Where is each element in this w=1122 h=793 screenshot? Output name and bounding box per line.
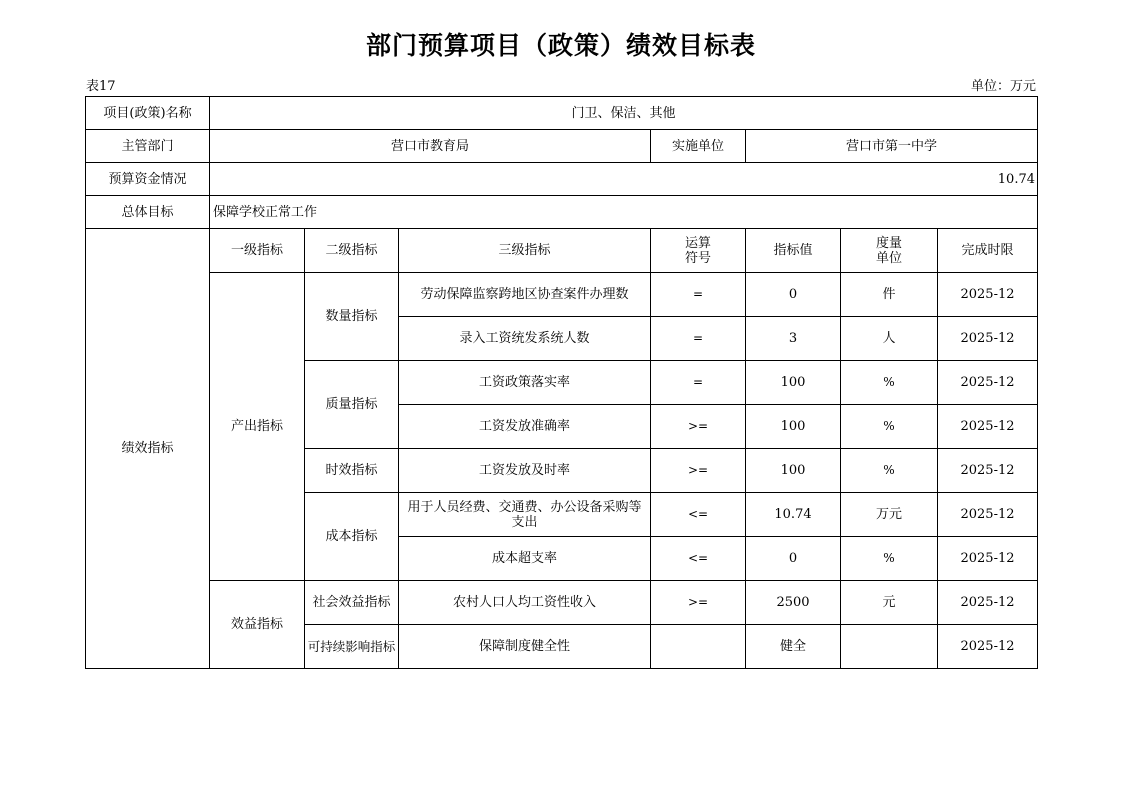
header-op-line1: 运算 xyxy=(684,235,711,251)
l3-cell: 工资发放准确率 xyxy=(399,405,651,449)
table-row xyxy=(86,581,1038,625)
header-op xyxy=(651,229,746,273)
op-cell: = xyxy=(651,273,746,317)
l3-cell: 劳动保障监察跨地区协查案件办理数 xyxy=(399,273,651,317)
op-cell: >= xyxy=(651,449,746,493)
impl-value: 营口市第一中学 xyxy=(746,130,1038,163)
op-cell: <= xyxy=(651,493,746,537)
unit-cell: 人 xyxy=(841,317,938,361)
budget-label: 预算资金情况 xyxy=(86,163,210,196)
unit-cell: 元 xyxy=(841,581,938,625)
deadline-cell: 2025-12 xyxy=(938,361,1038,405)
group-social: 社会效益指标 xyxy=(305,581,399,625)
l3-cell: 成本超支率 xyxy=(399,537,651,581)
deadline-cell: 2025-12 xyxy=(938,405,1038,449)
l3-cell: 录入工资统发系统人数 xyxy=(399,317,651,361)
op-cell: <= xyxy=(651,537,746,581)
deadline-cell: 2025-12 xyxy=(938,317,1038,361)
value-cell: 100 xyxy=(746,405,841,449)
l3-cell: 工资发放及时率 xyxy=(399,449,651,493)
deadline-cell: 2025-12 xyxy=(938,537,1038,581)
dept-value: 营口市教育局 xyxy=(210,130,651,163)
unit-cell: % xyxy=(841,405,938,449)
l3-line1: 用于人员经费、交通费、办公设备采购等 xyxy=(407,499,642,515)
group-timeliness: 时效指标 xyxy=(305,449,399,493)
header-deadline: 完成时限 xyxy=(938,229,1038,273)
group-sustain: 可持续影响指标 xyxy=(305,625,399,669)
goal-value: 保障学校正常工作 xyxy=(210,196,1038,229)
unit-cell: % xyxy=(841,361,938,405)
op-cell: >= xyxy=(651,581,746,625)
value-cell: 10.74 xyxy=(746,493,841,537)
project-name-value: 门卫、保洁、其他 xyxy=(210,97,1038,130)
deadline-cell: 2025-12 xyxy=(938,625,1038,669)
deadline-cell: 2025-12 xyxy=(938,581,1038,625)
l3-cell: 农村人口人均工资性收入 xyxy=(399,581,651,625)
header-row xyxy=(86,229,1038,273)
performance-table xyxy=(85,96,1038,669)
project-name-row xyxy=(86,97,1038,130)
header-op-line2: 符号 xyxy=(684,250,711,266)
table-row xyxy=(86,273,1038,317)
unit-cell: 件 xyxy=(841,273,938,317)
goal-row xyxy=(86,196,1038,229)
goal-label: 总体目标 xyxy=(86,196,210,229)
unit-cell: % xyxy=(841,449,938,493)
group-quantity: 数量指标 xyxy=(305,273,399,361)
op-cell: = xyxy=(651,361,746,405)
table-number: 表17 xyxy=(86,79,116,94)
op-cell: = xyxy=(651,317,746,361)
value-cell: 2500 xyxy=(746,581,841,625)
impl-label: 实施单位 xyxy=(651,130,746,163)
unit-cell: % xyxy=(841,537,938,581)
header-l1: 一级指标 xyxy=(210,229,305,273)
budget-value: 10.74 xyxy=(210,163,1038,196)
perf-label: 绩效指标 xyxy=(86,229,210,669)
group-output: 产出指标 xyxy=(210,273,305,581)
l3-cell: 保障制度健全性 xyxy=(399,625,651,669)
deadline-cell: 2025-12 xyxy=(938,493,1038,537)
deadline-cell: 2025-12 xyxy=(938,449,1038,493)
header-value: 指标值 xyxy=(746,229,841,273)
l3-line2: 支出 xyxy=(511,514,538,530)
l3-cell xyxy=(399,493,651,537)
project-name-label: 项目(政策)名称 xyxy=(86,97,210,130)
l3-cell: 工资政策落实率 xyxy=(399,361,651,405)
dept-label: 主管部门 xyxy=(86,130,210,163)
op-cell xyxy=(651,625,746,669)
deadline-cell: 2025-12 xyxy=(938,273,1038,317)
op-cell: >= xyxy=(651,405,746,449)
unit-label: 单位：万元 xyxy=(970,79,1036,94)
unit-cell xyxy=(841,625,938,669)
value-cell: 0 xyxy=(746,273,841,317)
header-l3: 三级指标 xyxy=(399,229,651,273)
group-benefit: 效益指标 xyxy=(210,581,305,669)
group-cost: 成本指标 xyxy=(305,493,399,581)
value-cell: 100 xyxy=(746,361,841,405)
header-unit-line2: 单位 xyxy=(875,250,902,266)
value-cell: 健全 xyxy=(746,625,841,669)
header-l2: 二级指标 xyxy=(305,229,399,273)
header-unit xyxy=(841,229,938,273)
value-cell: 100 xyxy=(746,449,841,493)
budget-row xyxy=(86,163,1038,196)
value-cell: 3 xyxy=(746,317,841,361)
header-unit-line1: 度量 xyxy=(875,235,902,251)
value-cell: 0 xyxy=(746,537,841,581)
page-title: 部门预算项目（政策）绩效目标表 xyxy=(365,31,756,60)
department-row xyxy=(86,130,1038,163)
group-quality: 质量指标 xyxy=(305,361,399,449)
unit-cell: 万元 xyxy=(841,493,938,537)
